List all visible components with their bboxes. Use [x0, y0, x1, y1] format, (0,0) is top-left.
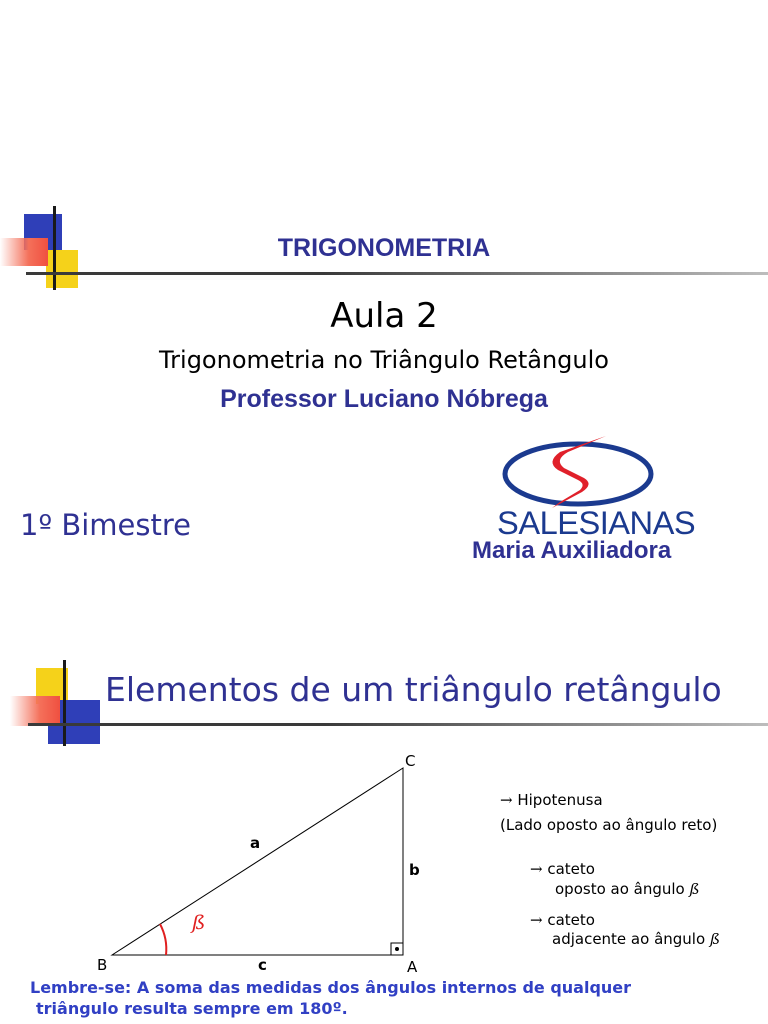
- legend-label: cateto: [547, 860, 595, 878]
- angle-arc: [160, 924, 166, 955]
- slide-title: TRIGONOMETRIA: [277, 234, 491, 262]
- arrow-icon: →: [530, 911, 543, 929]
- vertex-b-label: B: [97, 956, 108, 974]
- professor-name: Professor Luciano Nóbrega: [220, 385, 548, 413]
- vertex-c-label: C: [405, 752, 416, 770]
- legend-label: Hipotenusa: [517, 791, 603, 809]
- arrow-icon: →: [500, 791, 513, 809]
- legend-hypotenuse: [500, 791, 603, 809]
- legend-detail-text: adjacente ao ângulo: [552, 930, 706, 948]
- angle-beta-label: ß: [192, 910, 206, 934]
- beta-symbol: ß: [709, 930, 720, 948]
- vertex-a-label: A: [407, 958, 418, 976]
- side-c-label: c: [258, 956, 267, 974]
- legend-opposite-leg: [530, 860, 595, 878]
- legend-adjacent-detail: [552, 930, 720, 948]
- lesson-subtitle: Trigonometria no Triângulo Retângulo: [159, 346, 609, 374]
- arrow-icon: →: [530, 860, 543, 878]
- side-b-label: b: [409, 861, 420, 879]
- side-a-label: a: [250, 834, 261, 852]
- horizontal-rule: [26, 272, 768, 275]
- lesson-number: Aula 2: [330, 296, 438, 336]
- content-slide: [0, 620, 768, 1024]
- term-label: 1º Bimestre: [20, 508, 191, 542]
- legend-detail-text: oposto ao ângulo: [555, 880, 685, 898]
- logo-subtitle: Maria Auxiliadora: [472, 537, 672, 564]
- reminder-line-2: triângulo resulta sempre em 180º.: [36, 999, 348, 1018]
- legend-adjacent-leg: [530, 911, 595, 929]
- reminder-note: [30, 977, 631, 1019]
- legend-label: cateto: [547, 911, 595, 929]
- slide-title: Elementos de um triângulo retângulo: [105, 670, 722, 709]
- reminder-line-1: Lembre-se: A soma das medidas dos ângulos internos de qualquer: [30, 978, 632, 997]
- logo-wordmark: SALESIANAS: [497, 505, 696, 541]
- triangle-outline: [112, 768, 403, 955]
- right-angle-dot: [395, 947, 399, 951]
- legend-opposite-detail: [555, 880, 700, 898]
- legend-hypotenuse-detail: (Lado oposto ao ângulo reto): [500, 816, 718, 834]
- beta-symbol: ß: [689, 880, 700, 898]
